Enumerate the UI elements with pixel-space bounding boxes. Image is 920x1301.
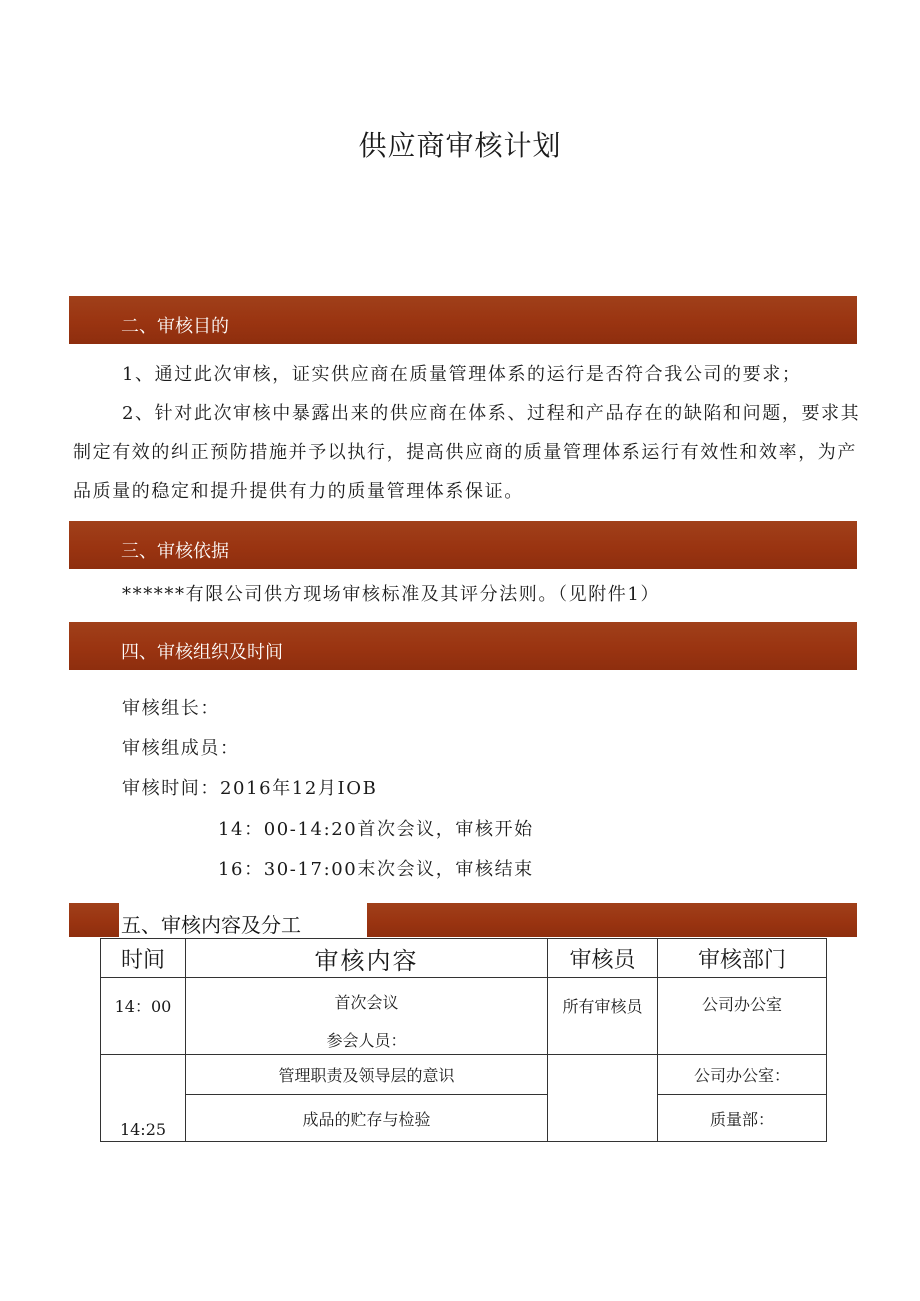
row1-content — [186, 978, 548, 1055]
row1-time: 14：00 — [101, 978, 186, 1055]
page-title: 供应商审核计划 — [358, 129, 562, 162]
row1-department: 公司办公室 — [658, 978, 827, 1055]
purpose-item-1: 1、通过此次审核，证实供应商在质量管理体系的运行是否符合我公司的要求； — [122, 364, 802, 385]
purpose-item-2: 2、针对此次审核中暴露出来的供应商在体系、过程和产品存在的缺陷和问题，要求其制定有效的纠正预防措施并予以执行，提高供应商的质量管理体系运行有效性和效率，为产品质量的稳定和提升提供有力的质量管理体系保证。 — [73, 403, 861, 502]
section-heading-basis: 三、审核依据 — [121, 541, 229, 562]
header-content: 审核内容 — [186, 939, 548, 978]
row1-auditor: 所有审核员 — [548, 978, 658, 1055]
section-heading-content: 五、审核内容及分工 — [121, 913, 301, 937]
header-time: 时间 — [101, 939, 186, 978]
section-bar-basis — [69, 521, 857, 569]
row2-content-2: 成品的贮存与检验 — [186, 1095, 548, 1142]
row1-content-title: 首次会议 — [334, 993, 399, 1012]
header-department: 审核部门 — [658, 939, 827, 978]
audit-time: 审核时间：2016年12月IOB — [122, 778, 378, 799]
row2-auditor — [548, 1055, 658, 1142]
section-bar-purpose — [69, 296, 857, 344]
row2-department-1: 公司办公室： — [658, 1055, 827, 1095]
row2-time: 14:25 — [101, 1055, 186, 1142]
row2-content-1: 管理职责及领导层的意识 — [186, 1055, 548, 1095]
audit-schedule-table — [100, 938, 827, 1142]
section-bar-organization — [69, 622, 857, 670]
table-row — [101, 1055, 827, 1095]
table-row — [101, 1095, 827, 1142]
schedule-opening: 14：00-14:20首次会议，审核开始 — [218, 819, 534, 840]
header-auditor: 审核员 — [548, 939, 658, 978]
table-header-row — [101, 939, 827, 978]
schedule-closing: 16：30-17:00末次会议，审核结束 — [218, 859, 534, 880]
section-bar-content — [69, 903, 857, 937]
audit-leader-label: 审核组长： — [122, 698, 220, 719]
section-heading-organization: 四、审核组织及时间 — [121, 642, 283, 663]
section-heading-purpose: 二、审核目的 — [121, 316, 229, 337]
row1-content-participants: 参会人员： — [326, 1031, 407, 1050]
table-row — [101, 978, 827, 1055]
basis-text: ******有限公司供方现场审核标准及其评分法则。（见附件1） — [122, 584, 661, 605]
row2-department-2: 质量部： — [658, 1095, 827, 1142]
audit-members-label: 审核组成员： — [122, 738, 240, 759]
